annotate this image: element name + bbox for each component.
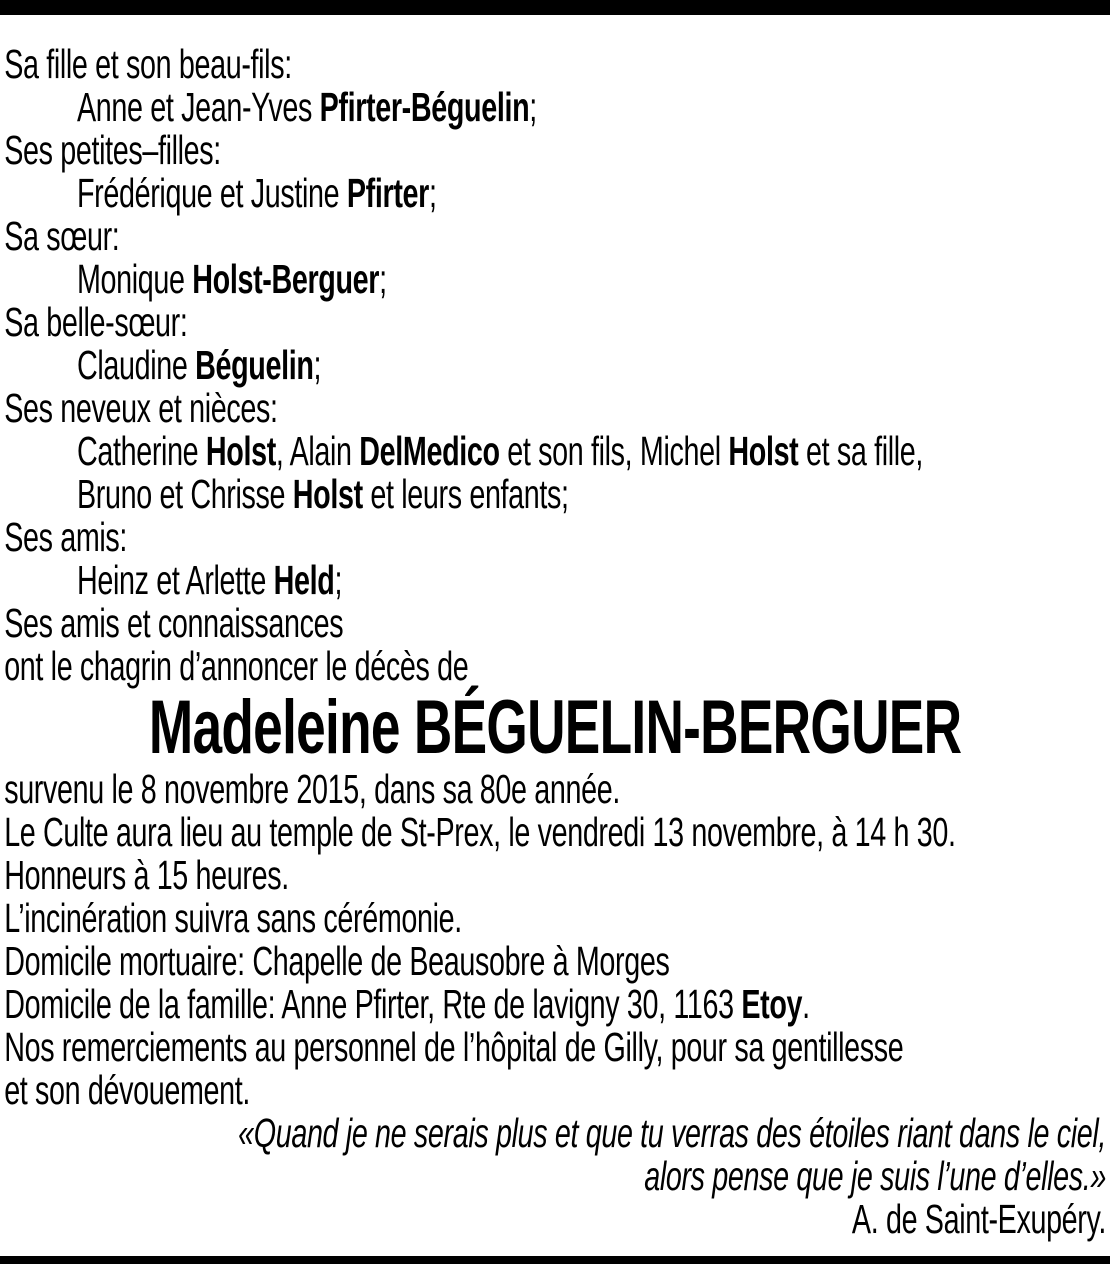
notice-text: Heinz et Arlette — [77, 557, 274, 603]
quote-attribution: A. de Saint-Exupéry. — [851, 1196, 1106, 1242]
notice-line — [4, 1026, 1106, 1069]
notice-text: survenu le 8 novembre 2015, dans sa 80e année. — [4, 766, 620, 812]
notice-text: Ses amis et connaissances — [4, 600, 344, 646]
name-emphasis: Held — [273, 557, 335, 603]
notice-text: . — [802, 981, 810, 1027]
notice-line — [4, 258, 1106, 301]
notice-text: et leurs enfants; — [362, 471, 569, 517]
notice-text: ; — [313, 342, 322, 388]
notice-text: Le Culte aura lieu au temple de St-Prex, le vendredi 13 novembre, à 14 h 30. — [4, 809, 956, 855]
notice-text: Bruno et Chrisse — [77, 471, 293, 517]
notice-text: Sa fille et son beau-fils: — [4, 41, 292, 87]
notice-text: L’incinération suivra sans cérémonie. — [4, 895, 462, 941]
notice-text: Sa sœur: — [4, 213, 120, 259]
notice-text: Catherine — [77, 428, 206, 474]
name-emphasis: Holst — [292, 471, 363, 517]
notice-line — [4, 940, 1106, 983]
bottom-border-bar — [0, 1256, 1110, 1264]
notice-text: ont le chagrin d’annoncer le décès de — [4, 643, 469, 689]
deceased-name-title: Madeleine BÉGUELIN-BERGUER — [148, 685, 962, 770]
notice-text: Ses petites–filles: — [4, 127, 221, 173]
notice-line — [4, 516, 1106, 559]
intro-lines — [4, 43, 1106, 688]
notice-line — [4, 215, 1106, 258]
notice-line — [4, 1069, 1106, 1112]
name-emphasis: Holst — [728, 428, 799, 474]
notice-text: et son dévouement. — [4, 1067, 250, 1113]
notice-text: ; — [379, 256, 387, 302]
quote-line-2: alors pense que je suis l’une d’elles.» — [644, 1153, 1106, 1199]
notice-line — [4, 602, 1106, 645]
notice-line — [4, 811, 1106, 854]
name-emphasis: Pfirter-Béguelin — [319, 84, 530, 130]
notice-line — [4, 430, 1106, 473]
notice-line — [4, 559, 1106, 602]
notice-text: Nos remerciements au personnel de l’hôpital de Gilly, pour sa gentillesse — [4, 1024, 904, 1070]
notice-text: Domicile mortuaire: Chapelle de Beausobre à Morges — [4, 938, 670, 984]
notice-text: Honneurs à 15 heures. — [4, 852, 289, 898]
death-notice — [0, 15, 1110, 1241]
notice-text: ; — [334, 557, 343, 603]
notice-text: Domicile de la famille: Anne Pfirter, Rte de lavigny 30, 1163 — [4, 981, 742, 1027]
notice-line — [4, 344, 1106, 387]
notice-line — [4, 301, 1106, 344]
notice-text: et son fils, Michel — [499, 428, 729, 474]
details-lines — [4, 768, 1106, 1112]
notice-line — [4, 645, 1106, 688]
quote-line-1: «Quand je ne serais plus et que tu verras des étoiles riant dans le ciel, — [238, 1110, 1106, 1156]
name-emphasis: Béguelin — [195, 342, 314, 388]
notice-line — [4, 86, 1106, 129]
quote-block — [4, 1112, 1106, 1241]
notice-text: Claudine — [77, 342, 196, 388]
name-emphasis: Pfirter — [346, 170, 429, 216]
notice-line — [4, 983, 1106, 1026]
notice-line — [4, 43, 1106, 86]
notice-text: Anne et Jean-Yves — [77, 84, 320, 130]
notice-line — [4, 854, 1106, 897]
notice-line — [4, 897, 1106, 940]
name-emphasis: DelMedico — [359, 428, 500, 474]
notice-text: Sa belle-sœur: — [4, 299, 188, 345]
notice-text: , Alain — [275, 428, 360, 474]
name-emphasis: Holst-Berguer — [192, 256, 380, 302]
notice-line — [4, 768, 1106, 811]
notice-line — [4, 129, 1106, 172]
notice-line — [4, 473, 1106, 516]
notice-text: Ses neveux et nièces: — [4, 385, 278, 431]
name-emphasis: Holst — [205, 428, 276, 474]
notice-text: ; — [428, 170, 437, 216]
top-border-bar — [0, 0, 1110, 15]
notice-text: Ses amis: — [4, 514, 128, 560]
notice-line — [4, 387, 1106, 430]
notice-text: Monique — [77, 256, 193, 302]
notice-text: Frédérique et Justine — [77, 170, 347, 216]
name-emphasis: Etoy — [741, 981, 803, 1027]
notice-line — [4, 172, 1106, 215]
notice-text: ; — [529, 84, 537, 130]
notice-text: et sa fille, — [798, 428, 924, 474]
